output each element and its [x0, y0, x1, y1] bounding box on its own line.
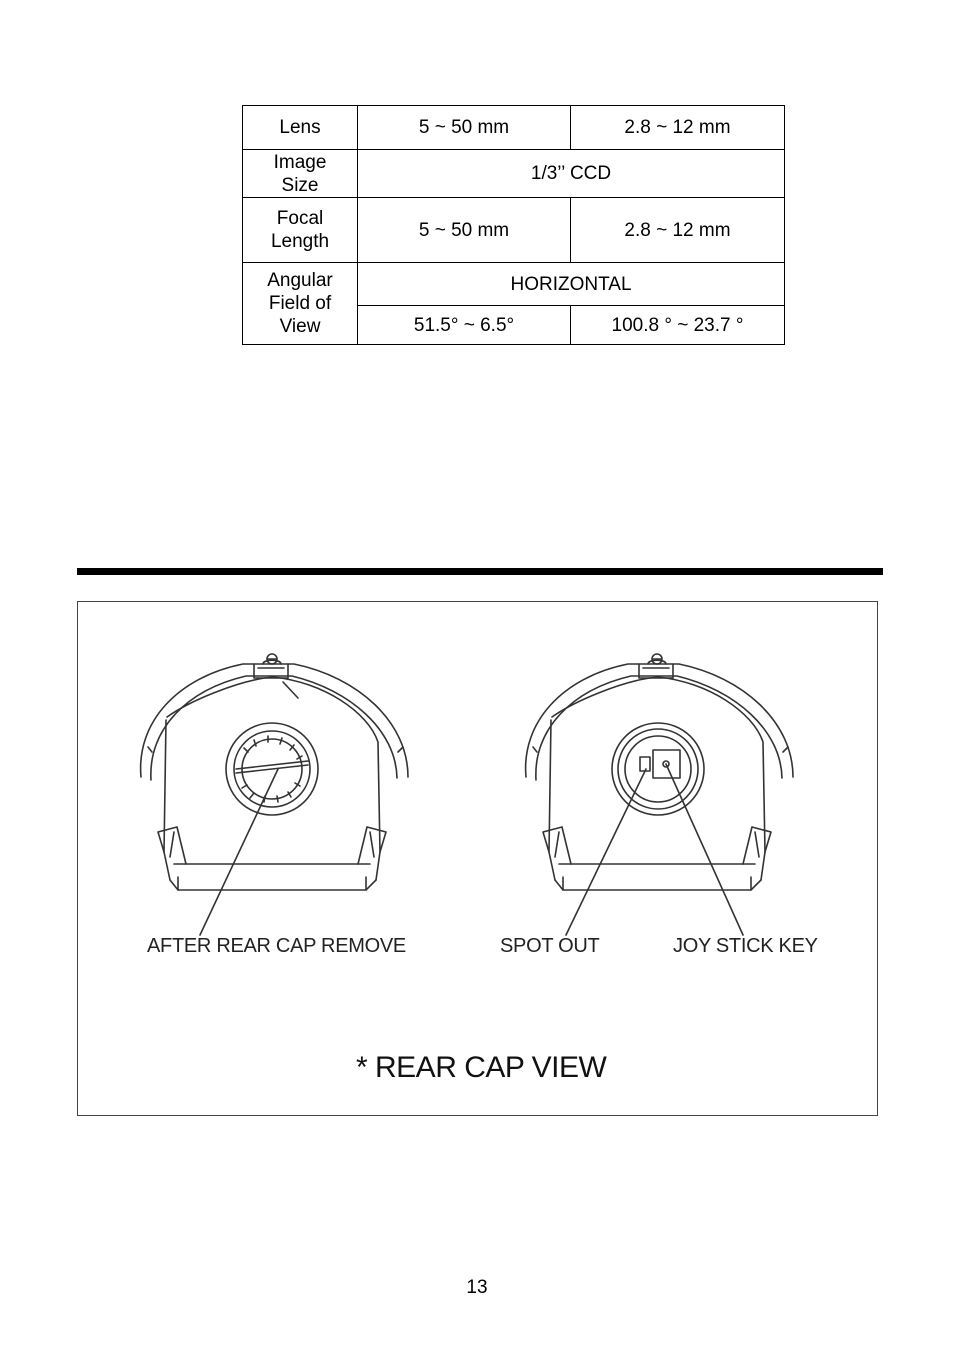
- image-size-label-line1: Image: [273, 151, 327, 173]
- angular-fov-label: [243, 263, 358, 345]
- focal-value-b: 2.8 ~ 12 mm: [571, 198, 785, 263]
- table-row-focal-length: [243, 198, 785, 263]
- image-size-value: 1/3’’ CCD: [358, 150, 785, 198]
- focal-value-a: 5 ~ 50 mm: [358, 198, 571, 263]
- section-divider: [77, 568, 883, 575]
- spec-table: [242, 105, 785, 345]
- angular-value-b: 100.8 ° ~ 23.7 °: [571, 306, 785, 345]
- left-housing-drawing: [141, 654, 408, 890]
- focal-label-line2: Length: [270, 231, 330, 252]
- angular-label-line3: View: [279, 316, 321, 337]
- joy-stick-key-label: JOY STICK KEY: [673, 935, 818, 957]
- table-row-image-size: [243, 150, 785, 198]
- after-rear-cap-label: AFTER REAR CAP REMOVE: [147, 935, 406, 957]
- lens-value-a: 5 ~ 50 mm: [358, 106, 571, 150]
- rear-cap-figure: [77, 601, 878, 1116]
- rear-cap-view-title: * REAR CAP VIEW: [356, 1051, 607, 1084]
- spot-out-label: SPOT OUT: [500, 935, 600, 957]
- focal-length-label: [243, 198, 358, 263]
- horizontal-label: HORIZONTAL: [358, 263, 785, 306]
- right-housing-drawing: [526, 654, 793, 890]
- lens-value-b: 2.8 ~ 12 mm: [571, 106, 785, 150]
- table-row-lens: [243, 106, 785, 150]
- lens-label: Lens: [243, 106, 358, 150]
- leader-after-rear-cap: [200, 769, 278, 935]
- focal-label-line1: Focal: [276, 208, 324, 229]
- rear-cap-illustration: [78, 602, 877, 1115]
- image-size-label: [243, 150, 358, 198]
- angular-value-a: 51.5° ~ 6.5°: [358, 306, 571, 345]
- image-size-label-line2: Size: [281, 174, 319, 196]
- angular-label-line1: Angular: [267, 270, 333, 291]
- leader-spot-out: [566, 769, 646, 935]
- angular-label-line2: Field of: [268, 293, 332, 314]
- table-row-angular-header: [243, 263, 785, 306]
- leader-joy-stick: [666, 764, 743, 935]
- page-number: 13: [466, 1277, 488, 1298]
